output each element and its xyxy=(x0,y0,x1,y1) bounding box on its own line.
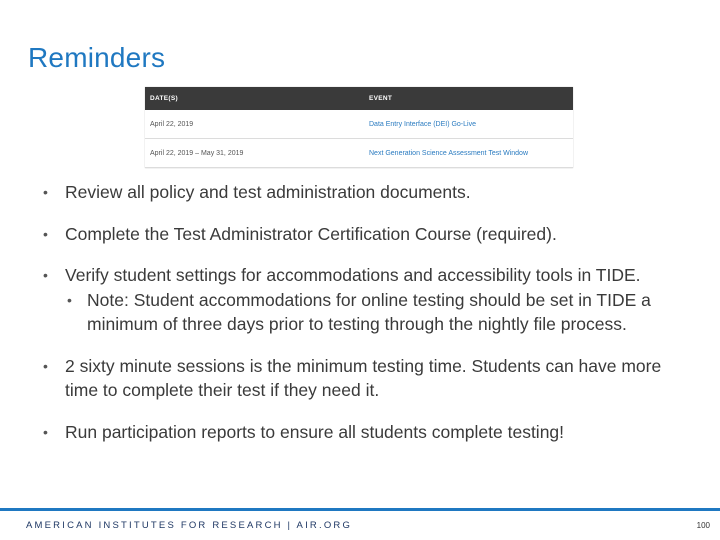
table-row xyxy=(145,110,573,139)
events-table xyxy=(145,87,573,168)
bullet-text: Verify student settings for accommodations and accessibility tools in TIDE. xyxy=(65,265,641,285)
footer-text: AMERICAN INSTITUTES FOR RESEARCH | AIR.ORG xyxy=(26,520,353,531)
column-header-dates: DATE(S) xyxy=(145,87,364,110)
slide-title: Reminders xyxy=(28,42,166,73)
bullet-participation-reports xyxy=(43,420,688,445)
bullet-text: Complete the Test Administrator Certification Course (required). xyxy=(65,223,557,244)
table-row xyxy=(145,139,573,168)
bullet-verify-settings xyxy=(43,263,688,337)
sub-bullet-note xyxy=(65,288,688,337)
bullet-testing-time xyxy=(43,354,688,403)
bullet-text: Review all policy and test administration documents. xyxy=(65,182,471,202)
sub-bullet-list xyxy=(65,288,688,337)
event-date: April 22, 2019 xyxy=(145,110,364,139)
bullet-text: Note: Student accommodations for online testing should be set in TIDE a minimum of three days prior to testing through the nightly file process. xyxy=(87,289,651,334)
page-number: 100 xyxy=(696,521,710,530)
event-date: April 22, 2019 – May 31, 2019 xyxy=(145,139,364,168)
bullet-review-documents xyxy=(43,180,688,205)
footer-divider xyxy=(0,508,720,511)
bullet-certification-course xyxy=(43,222,688,247)
bullet-text: Run participation reports to ensure all students complete testing! xyxy=(65,421,565,442)
table-header-row xyxy=(145,87,573,110)
event-name: Next Generation Science Assessment Test Window xyxy=(364,139,573,168)
column-header-event: EVENT xyxy=(364,87,573,110)
bullet-text: 2 sixty minute sessions is the minimum testing time. Students can have more time to complete their test if they need it. xyxy=(65,355,662,400)
reminder-list xyxy=(43,180,688,461)
event-name: Data Entry Interface (DEI) Go-Live xyxy=(364,110,573,139)
